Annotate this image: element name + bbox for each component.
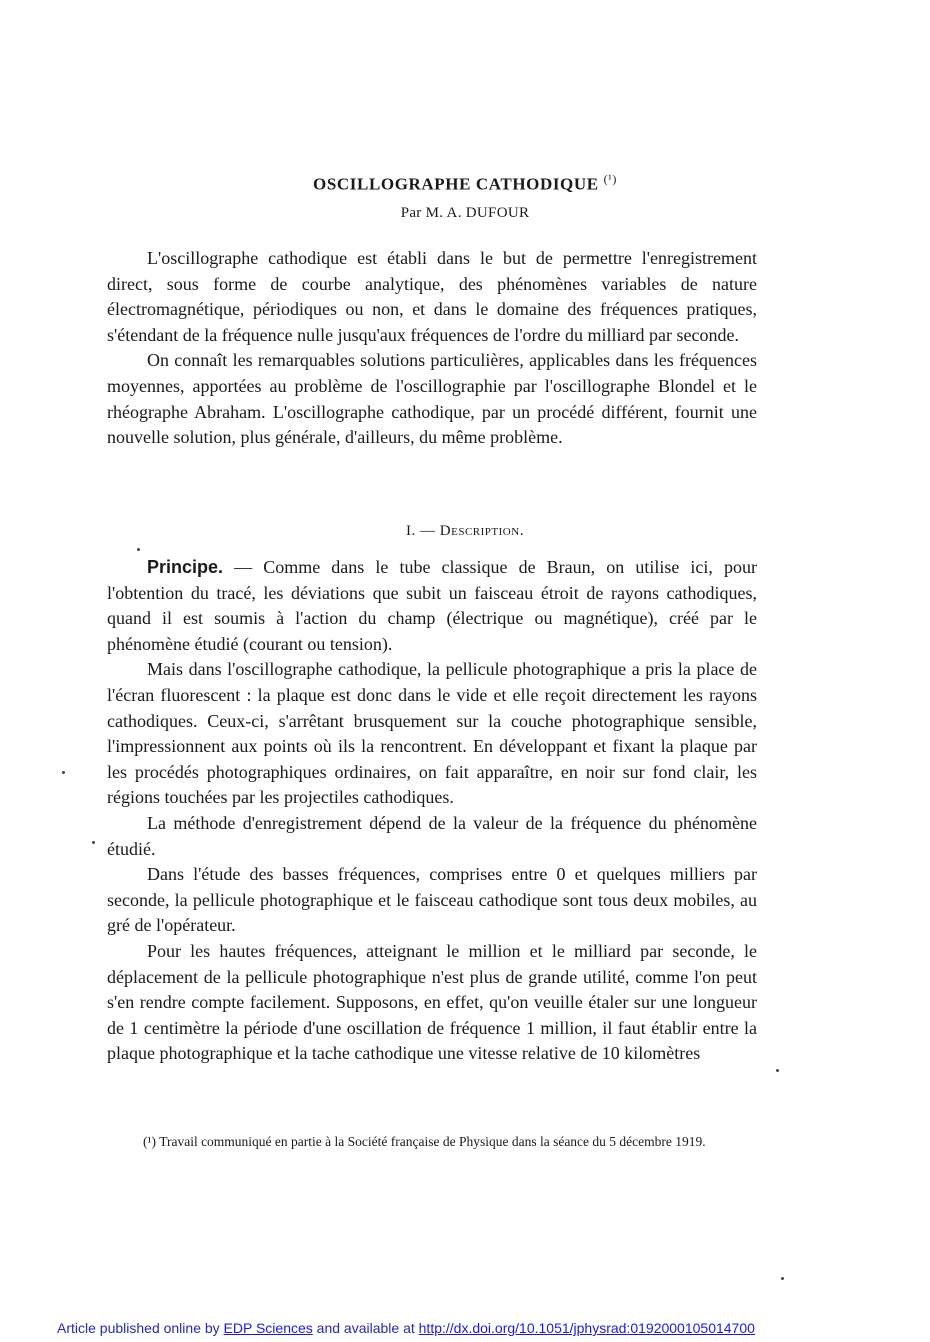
description-paragraph-4: Dans l'étude des basses fréquences, comprises entre 0 et quelques milliers par seconde, la pellicule photographique et le faisceau cathodique sont tous deux mobiles, au gré de l'opérateur. bbox=[107, 864, 757, 936]
scan-speck bbox=[137, 548, 140, 551]
publisher-link[interactable]: EDP Sciences bbox=[223, 1320, 313, 1336]
article-title bbox=[0, 172, 930, 195]
banner-prefix: Article published online by bbox=[57, 1320, 224, 1336]
scan-speck bbox=[781, 1277, 784, 1280]
banner-middle: and available at bbox=[312, 1320, 419, 1336]
principle-paragraph bbox=[107, 555, 757, 657]
description-paragraph-5: Pour les hautes fréquences, atteignant le million et le milliard par seconde, le déplacement de la pellicule photographique n'est plus de grande utilité, comme l'on peut s'en rendre compte facilement. Supposons, en effet, qu'on veuille étaler sur une longueur de 1 centimètre la période d'une oscillation de fréquence 1 million, il faut établir entre la plaque photographique et la tache cathodique une vitesse relative de 10 kilomètres bbox=[107, 940, 757, 1064]
intro-paragraph-1: L'oscillographe cathodique est établi dans le but de permettre l'enregistrement direct, sous forme de courbe analytique, des phénomènes variables de nature électromagnétique, périodiques ou non, et dans le domaine des fréquences pratiques, s'étendant de la fréquence nulle jusqu'aux fréquences de l'ordre du milliard par seconde. bbox=[107, 248, 757, 345]
scan-speck bbox=[92, 841, 95, 844]
article-title-text: OSCILLOGRAPHE CATHODIQUE bbox=[313, 174, 599, 194]
footnote bbox=[107, 1133, 759, 1150]
author-line: Par M. A. DUFOUR bbox=[400, 205, 530, 221]
scan-speck bbox=[62, 771, 65, 774]
principle-runin: Principe. bbox=[147, 557, 224, 577]
doi-link[interactable]: http://dx.doi.org/10.1051/jphysrad:0192000105014700 bbox=[418, 1320, 755, 1336]
description-section bbox=[107, 555, 757, 1067]
description-paragraph-2: Mais dans l'oscillographe cathodique, la pellicule photographique a pris la place de l'écran fluorescent : la plaque est donc dans le vide et elle reçoit directement les rayons cathodiques. Ceux-ci, s'arrêtant brusquement sur la couche photographique sensible, l'impressionnent aux points où ils la rencontrent. En développant et fixant la plaque par les procédés photographiques ordinaires, on fait apparaître, en noir sur fond clair, les régions touchées par les projectiles cathodiques. bbox=[107, 659, 757, 808]
description-paragraph-3: La méthode d'enregistrement dépend de la valeur de la fréquence du phénomène étudié. bbox=[107, 812, 757, 859]
section-title: Description. bbox=[439, 523, 524, 539]
title-footnote-mark: (¹) bbox=[603, 172, 617, 186]
intro-paragraph-2: On connaît les remarquables solutions particulières, applicables dans les fréquences moyennes, apportées au problème de l'oscillographie par l'oscillographe Blondel et le rhéographe Abraham. L'oscillographe cathodique, par un procédé différent, fournit une nouvelle solution, plus générale, d'ailleurs, du même problème. bbox=[107, 350, 757, 448]
publisher-banner bbox=[57, 1320, 917, 1336]
principle-text: — Comme dans le tube classique de Braun, on utilise ici, pour l'obtention du tracé, les déviations que subit un faisceau étroit de rayons cathodiques, quand il est soumis à l'action du champ (électrique ou magnétique), créé par le phénomène étudié (courant ou tension). bbox=[107, 557, 757, 654]
intro-section bbox=[107, 246, 757, 451]
section-number: I. — bbox=[406, 523, 436, 539]
footnote-text: Travail communiqué en partie à la Société française de Physique dans la séance du 5 décembre 1919. bbox=[159, 1134, 706, 1149]
section-heading bbox=[0, 523, 930, 540]
scan-speck bbox=[776, 1069, 779, 1072]
footnote-mark: (¹) bbox=[143, 1134, 157, 1149]
